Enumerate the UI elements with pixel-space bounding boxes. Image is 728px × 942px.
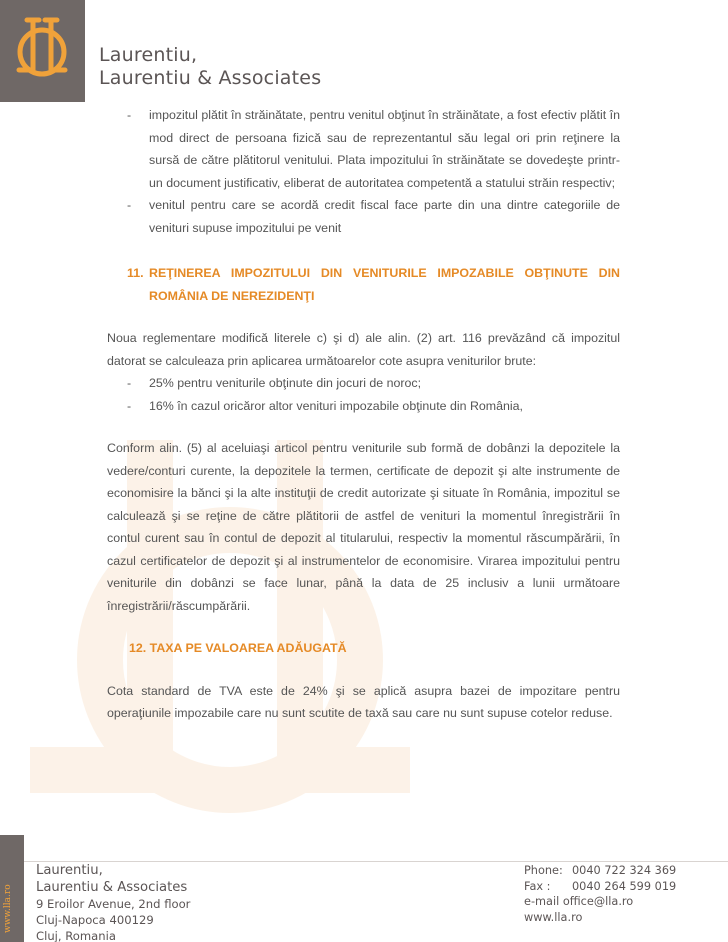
side-website-text: www.lla.ro — [3, 884, 13, 933]
phone-row — [524, 863, 676, 879]
footer-name-1: Laurentiu, — [36, 863, 103, 878]
paragraph: Noua reglementare modifică literele c) şi d) ale alin. (2) art. 116 prevăzând că impozitul datorat se calculeaza prin aplicarea următoarelor cote asupra veniturilor brute: — [107, 331, 620, 368]
section-12-heading: 12. TAXA PE VALOAREA ADĂUGATĂ — [129, 641, 347, 655]
footer-address-2: Cluj-Napoca 400129 — [36, 913, 154, 927]
footer-address-3: Cluj, Romania — [36, 929, 116, 942]
section-title: REŢINEREA IMPOZITULUI DIN VENITURILE IMPOZABILE OBŢINUTE DIN ROMÂNIA DE NEREZIDENŢI — [149, 266, 620, 303]
bullet-dash: - — [127, 108, 132, 122]
bullet-dash: - — [127, 376, 132, 390]
fax-row — [524, 879, 676, 895]
bullet-dash: - — [127, 398, 132, 413]
list-item-text: venitul pentru care se acordă credit fiscal face parte din una dintre categoriile de venituri supuse impozitului pe venit — [149, 198, 620, 235]
brand-line-2: Laurentiu & Associates — [99, 67, 322, 89]
list-item — [107, 372, 620, 395]
list-item-text: 25% pentru veniturile obţinute din jocuri de noroc; — [149, 376, 422, 390]
phone-label: Phone: — [524, 864, 563, 877]
section-number: 11. — [127, 266, 144, 280]
side-strip — [0, 835, 24, 942]
email-link[interactable]: e-mail office@lla.ro — [524, 895, 634, 908]
list-item-text: impozitul plătit în străinătate, pentru venitul obţinut în străinătate, a fost efectiv plătit în mod direct de persoana fizică sau de reprezentantul său legal ori prin reţinere la sursă de către plătitorul venitului. Plata impozitului în străinătate se dovedeşte printr-un document justificativ, eliberat de autoritatea competentă a statului străin respectiv; — [149, 108, 620, 190]
fax-label: Fax : — [524, 879, 551, 893]
bullet-dash: - — [127, 198, 132, 212]
section-11-heading — [107, 262, 620, 307]
footer-address — [36, 862, 190, 942]
logo-block — [0, 0, 85, 102]
fax-number: 0040 264 599 019 — [572, 879, 677, 893]
lla-monogram-icon — [7, 14, 77, 86]
list-item — [107, 194, 620, 239]
footer-contact — [524, 863, 676, 925]
list-item — [107, 395, 620, 418]
brand-line-1: Laurentiu, — [99, 44, 198, 66]
paragraph: Conform alin. (5) al aceluiaşi articol pentru veniturile sub formă de dobânzi la depozitele la vedere/conturi curente, la depozitele la termen, certificate de depozit şi alte instrumente de economisire la bănci şi la alte instituţii de credit autorizate şi situate în România, impozitul se calculează şi se reţine de către plătitorii de astfel de venituri la momentul înregistrării în contul curent sau în contul de depozit al titularului, respectiv la momentul răscumpărării, în cazul certificatelor de depozit şi al instrumentelor de economisire. Virarea impozitului pentru veniturile din dobânzi se face lunar, până la data de 25 inclusiv a lunii următoare înregistrării/răscumpărării. — [107, 441, 620, 613]
footer-name-2: Laurentiu & Associates — [36, 880, 188, 895]
paragraph: Cota standard de TVA este de 24% şi se aplică asupra bazei de impozitare pentru operaţiunile impozabile care nu sunt scutite de taxă sau care nu sunt supuse cotelor reduse. — [107, 683, 620, 720]
list-item — [107, 104, 620, 194]
website-link[interactable]: www.lla.ro — [524, 910, 583, 924]
phone-number: 0040 722 324 369 — [572, 864, 677, 877]
list-item-text: 16% în cazul oricăror altor venituri impozabile obţinute din România, — [149, 398, 523, 413]
footer-address-1: 9 Eroilor Avenue, 2nd floor — [36, 897, 191, 911]
document-body — [107, 104, 620, 725]
brand-name — [99, 44, 321, 90]
